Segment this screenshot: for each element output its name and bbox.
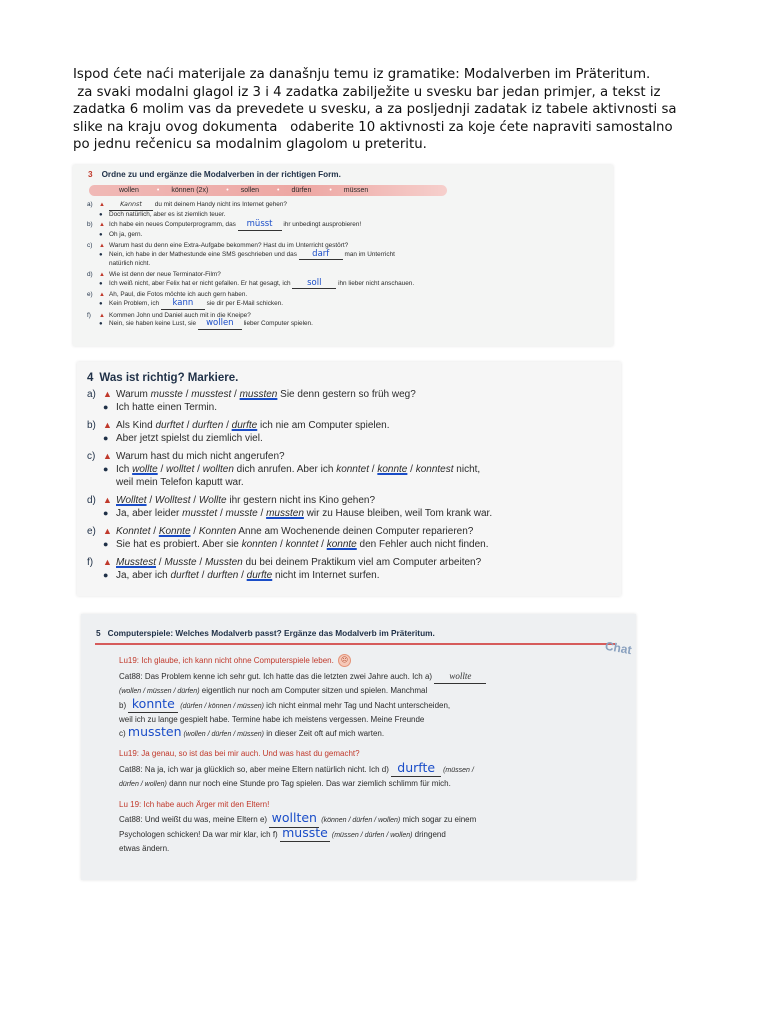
list-item: f) ▲ Musstest / Musste / Mussten du bei deinem Praktikum viel am Computer arbeiten?	[87, 557, 482, 568]
list-item: f) ▲ Kommen John und Daniel auch mit in die Kneipe?	[87, 311, 251, 319]
divider	[95, 643, 615, 645]
bullet-icon: ●	[103, 508, 109, 518]
bullet-icon: ●	[99, 211, 103, 218]
word-bank-item: dürfen	[291, 187, 312, 194]
list-item: ● Kein Problem, ich kann sie dir per E-Mail schicken.	[99, 298, 283, 309]
list-item: ● Ja, aber leider musstet / musste / mussten wir zu Hause bleiben, weil Tom krank war.	[103, 508, 493, 519]
marked-answer: durfte	[231, 420, 258, 431]
marked-answer: mussten	[239, 389, 278, 400]
word-bank-item: sollen	[240, 187, 260, 194]
exercise-3-items	[87, 201, 607, 330]
list-item: natürlich nicht.	[109, 260, 151, 268]
list-item: e) ▲ Konntet / Konnte / Konnten Anne am Wochenende deinen Computer reparieren?	[87, 526, 474, 537]
bullet-icon: ●	[103, 464, 109, 474]
intro-line: slike na kraju ovog dokumenta odaberite 10 aktivnosti za koje ćete napraviti samostalno	[73, 119, 673, 135]
triangle-icon: ▲	[99, 271, 105, 278]
chat-message: Cat88: Und weißt du was, meine Eltern e) wollten (können / dürfen / wollen) mich sogar zu einem Psychologen schicken! Da war mir klar, ich f) musste (müssen / dürfen / wollen) dringend etwas ändern.	[119, 810, 477, 853]
handwritten-answer: darf	[312, 248, 330, 259]
list-item: ● Aber jetzt spielst du ziemlich viel.	[103, 433, 263, 444]
marked-answer: Musstest	[116, 557, 157, 568]
bullet-icon: ●	[99, 280, 103, 287]
exercise-4-items	[87, 388, 617, 582]
handwritten-answer: musste	[282, 824, 328, 840]
bullet-icon: ●	[99, 301, 103, 308]
handwritten-answer: mussten	[127, 723, 182, 739]
intro-text	[73, 66, 713, 154]
exercise-4-title: 4 Was ist richtig? Markiere.	[87, 372, 239, 384]
triangle-icon: ▲	[103, 526, 112, 536]
list-item: d) ▲ Wie ist denn der neue Terminator-Film?	[87, 270, 221, 278]
bullet-icon: ●	[103, 539, 109, 549]
handwritten-answer: Kannst	[120, 200, 142, 208]
intro-line: po jednu rečenicu sa modalnim glagolom u preteritu.	[73, 137, 427, 152]
list-item: a) ▲ Kannst du mit deinem Handy nicht ins Internet gehen?	[87, 201, 607, 211]
chat-message: Cat88: Das Problem kenne ich sehr gut. Ich hatte das die letzten zwei Jahre auch. Ich a) wollte (wollen / müssen / dürfen) eigentlich nur noch am Computer sitzen und spielen. Manchmal b) konnte (dürfen / können / müssen) ich nicht einmal mehr Tag und Nacht unterscheiden, weil ich zu lange gespielt habe. Termine habe ich meistens vergessen. Meine Freunde c) mussten (wollen / dürfen / müssen) in dieser Zeit oft auf mich warten.	[119, 670, 629, 742]
list-item: ● Ich hatte einen Termin.	[103, 402, 217, 413]
list-item: ● Sie hat es probiert. Aber sie konnten / konntet / konnte den Fehler auch nicht finden.	[103, 539, 489, 550]
intro-line: Ispod ćete naći materijale za današnju temu iz gramatike: Modalverben im Präteritum.	[73, 67, 651, 82]
exercise-4-image	[77, 362, 621, 596]
chat-message: Lu19: Ja genau, so ist das bei mir auch. Und was hast du gemacht?	[119, 749, 360, 758]
bullet-icon: ●	[99, 321, 103, 328]
marked-answer: wollte	[132, 464, 158, 475]
triangle-icon: ▲	[103, 389, 112, 399]
marked-answer: konnte	[326, 539, 357, 550]
chat-message: Lu 19: Ich habe auch Ärger mit den Eltern!	[119, 799, 270, 809]
bullet-icon: ●	[103, 402, 109, 412]
list-item: c) ▲ Warum hast du denn eine Extra-Aufgabe bekommen? Hast du im Unterricht gestört?	[87, 241, 349, 249]
exercise-3-image	[73, 165, 613, 346]
marked-answer: mussten	[266, 508, 304, 519]
handwritten-answer: soll	[307, 277, 322, 288]
handwritten-answer: konnte	[131, 695, 175, 711]
triangle-icon: ▲	[99, 312, 105, 319]
intro-line: za svaki modalni glagol iz 3 i 4 zadatka zabilježite u svesku bar jedan primjer, a tekst iz	[73, 84, 661, 100]
exercise-3-title: 3 Ordne zu und ergänze die Modalverben in der richtigen Form.	[88, 170, 341, 179]
triangle-icon: ▲	[103, 420, 112, 430]
chat-transcript	[119, 654, 629, 856]
triangle-icon: ▲	[99, 292, 105, 299]
list-item: ● Ja, aber ich durftet / durften / durfte nicht im Internet surfen.	[103, 570, 380, 581]
word-bank-item: müssen	[343, 187, 369, 194]
chat-label: Chat	[604, 638, 634, 658]
triangle-icon: ▲	[103, 495, 112, 505]
list-item: d) ▲ Wolltet / Wolltest / Wollte ihr gestern nicht ins Kino gehen?	[87, 495, 376, 506]
handwritten-answer: wollen	[206, 318, 234, 329]
triangle-icon: ▲	[103, 557, 112, 567]
word-bank-item: können (2x)	[171, 187, 209, 194]
bullet-icon: ●	[103, 433, 109, 443]
list-item: weil mein Telefon kaputt war.	[116, 477, 244, 488]
handwritten-answer: wollten	[271, 810, 317, 825]
list-item: c) ▲ Warum hast du mich nicht angerufen?	[87, 451, 285, 462]
list-item: b) ▲ Als Kind durftet / durften / durfte ich nie am Computer spielen.	[87, 420, 390, 431]
triangle-icon: ▲	[99, 202, 105, 208]
marked-answer: Konnte	[158, 526, 191, 537]
bullet-icon: ●	[99, 232, 103, 239]
word-bank-item: wollen	[119, 187, 139, 194]
triangle-icon: ▲	[103, 451, 112, 461]
chat-message: Cat88: Na ja, ich war ja glücklich so, aber meine Eltern natürlich nicht. Ich d) durfte (müssen / dürfen / wollen) dann nur noch eine Stunde pro Tag spielen. Das war ziemlich schlimm für mich.	[119, 759, 474, 788]
list-item: ● Nein, sie haben keine Lust, sie wollen lieber Computer spielen.	[99, 318, 313, 329]
handwritten-answer: wollte	[449, 670, 472, 681]
list-item: ● Ich wollte / wolltet / wollten dich anrufen. Aber ich konntet / konnte / konntest nicht,	[103, 464, 481, 475]
bullet-icon: ●	[99, 251, 103, 258]
handwritten-answer: kann	[172, 298, 194, 309]
list-item: a) ▲ Warum musste / musstest / mussten Sie denn gestern so früh weg?	[87, 389, 416, 400]
exercise-5-title: 5 Computerspiele: Welches Modalverb passt? Ergänze das Modalverb im Präteritum.	[96, 628, 435, 638]
list-item: ● Doch natürlich, aber es ist ziemlich teuer.	[99, 210, 226, 218]
chat-message: Lu19: Ich glaube, ich kann nicht ohne Computerspiele leben. ☹	[119, 654, 629, 668]
handwritten-answer: durfte	[397, 759, 436, 775]
intro-line: zadatka 6 molim vas da prevedete u svesku, a za posljednji zadatak iz tabele aktivnosti sa	[73, 102, 677, 117]
marked-answer: konnte	[377, 464, 408, 475]
handwritten-answer: müsst	[246, 219, 273, 230]
triangle-icon: ▲	[99, 222, 105, 229]
list-item: e) ▲ Ah, Paul, die Fotos möchte ich auch gern haben.	[87, 291, 248, 299]
list-item: ● Nein, ich habe in der Mathestunde eine SMS geschrieben und das darf man im Unterricht	[99, 248, 395, 259]
marked-answer: durfte	[246, 570, 273, 581]
exercise-5-image	[81, 614, 636, 880]
triangle-icon: ▲	[99, 242, 105, 249]
marked-answer: Wolltet	[116, 495, 147, 506]
list-item: ● Ich weiß nicht, aber Felix hat er nicht gefallen. Er hat gesagt, ich soll ihn lieber nicht anschauen.	[99, 277, 415, 288]
list-item: ● Oh ja, gern.	[99, 231, 143, 239]
word-bank: wollen • können (2x) • sollen • dürfen • müssen	[89, 185, 447, 196]
list-item: b) ▲ Ich habe ein neues Computerprogramm, das müsst ihr unbedingt ausprobieren!	[87, 219, 362, 230]
sad-face-icon: ☹	[338, 654, 351, 667]
bullet-icon: ●	[103, 570, 109, 580]
